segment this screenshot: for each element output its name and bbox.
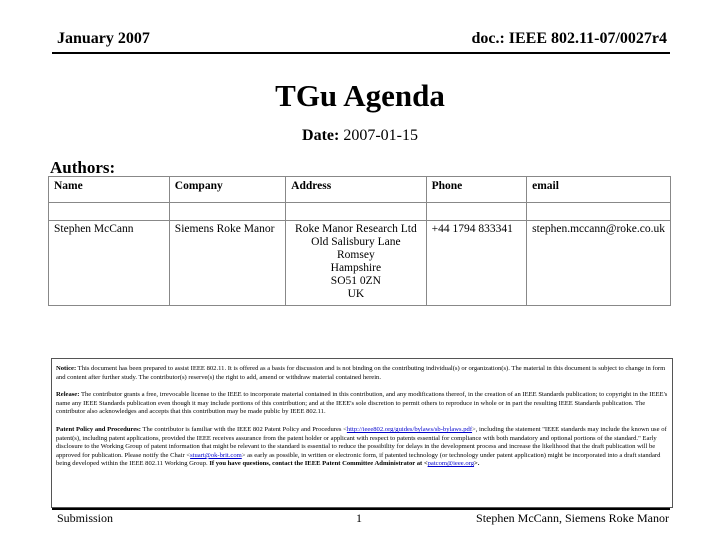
address-line: Hampshire xyxy=(330,262,382,274)
page-title: TGu Agenda xyxy=(275,78,445,113)
table-spacer-row xyxy=(49,203,671,221)
header-rule xyxy=(52,52,670,54)
patent-text-c: > as early as possible, in written or electronic form, if patented technology (or technology under patent application) might be incorporated into a draft standard being developed within the IEEE 802.11 Working Group. xyxy=(56,451,661,468)
col-phone: Phone xyxy=(426,177,527,203)
col-name: Name xyxy=(49,177,170,203)
header-date: January 2007 xyxy=(57,30,150,47)
address-line: Roke Manor Research Ltd xyxy=(295,223,417,235)
patent-end: >. xyxy=(474,460,480,468)
address-line: SO51 0ZN xyxy=(330,275,381,287)
address-line: UK xyxy=(347,288,365,300)
release-text: The contributor grants a free, irrevocable license to the IEEE to incorporate material contained in this contribution, and any modifications thereof, in the creation of an IEEE Standards publication; to copyright in the IEEE's name any IEEE Standards publication even though it may include portions of this contribution; and at the IEEE's sole discretion to permit others to reproduce in whole or in part the resulting IEEE Standards publication. The contributor also acknowledges and accepts that this contribution may be made public by IEEE 802.11. xyxy=(56,391,668,416)
release-paragraph xyxy=(56,391,668,417)
bylaws-link[interactable]: http://ieee802.org/guides/bylaws/sb-bylaws.pdf xyxy=(346,425,473,433)
patcom-email-link[interactable]: patcom@ieee.org xyxy=(427,460,475,468)
notice-label: Notice: xyxy=(56,365,77,372)
patent-contact-text: If you have questions, contact the IEEE Patent Committee Administrator at < xyxy=(209,460,428,468)
date-line xyxy=(0,127,720,145)
table-header-row xyxy=(49,177,671,203)
patent-paragraph xyxy=(56,426,668,469)
footer-page-number: 1 xyxy=(356,511,362,525)
author-email[interactable]: stephen.mccann@roke.co.uk xyxy=(527,221,671,306)
date-label: Date: xyxy=(302,127,340,144)
col-company: Company xyxy=(169,177,285,203)
release-label: Release: xyxy=(56,391,80,399)
footer-author: Stephen McCann, Siemens Roke Manor xyxy=(476,511,669,525)
author-address xyxy=(286,221,426,306)
header-doc-id: doc.: IEEE 802.11-07/0027r4 xyxy=(471,30,667,47)
col-email: email xyxy=(527,177,671,203)
patent-text-a: The contributor is familiar with the IEEE 802 Patent Policy and Procedures < xyxy=(142,425,347,433)
author-company: Siemens Roke Manor xyxy=(169,221,285,306)
notice-text: This document has been prepared to assist IEEE 802.11. It is offered as a basis for discussion and is not binding on the contributing individual(s) or organization(s). The material in this document is subject to change in form and content after further study. The contributor(s) reserve(s) the right to add, amend or withdraw material contained herein. xyxy=(56,365,666,381)
author-phone: +44 1794 833341 xyxy=(426,221,527,306)
footer-rule xyxy=(52,508,670,510)
authors-heading: Authors: xyxy=(50,158,116,177)
address-line: Romsey xyxy=(337,249,375,261)
patent-text-b: >, including the statement "IEEE standards may include the known use of patent(s), including patent applications, provided the IEEE receives assurance from the patent holder or applicant with respect to patents essential for compliance with both mandatory and optional portions of the standard." Early disclosure to the Working Group of patent information that might be relevant to the standard is essential to reduce the possibility for delays in the development process and increase the likelihood that the draft publication will be approved for publication. Please notify the Chair < xyxy=(56,425,667,459)
footer-submission: Submission xyxy=(57,511,114,525)
patent-label: Patent Policy and Procedures: xyxy=(56,425,141,433)
address-line: Old Salisbury Lane xyxy=(311,236,401,248)
notice-paragraph xyxy=(56,365,668,382)
col-address: Address xyxy=(286,177,426,203)
author-name: Stephen McCann xyxy=(49,221,170,306)
chair-email-link[interactable]: stuart@ok-brit.com xyxy=(190,451,242,459)
table-row xyxy=(49,221,671,306)
authors-table xyxy=(48,176,671,306)
ieee-notice-box xyxy=(51,358,673,508)
date-value: 2007-01-15 xyxy=(343,127,418,144)
